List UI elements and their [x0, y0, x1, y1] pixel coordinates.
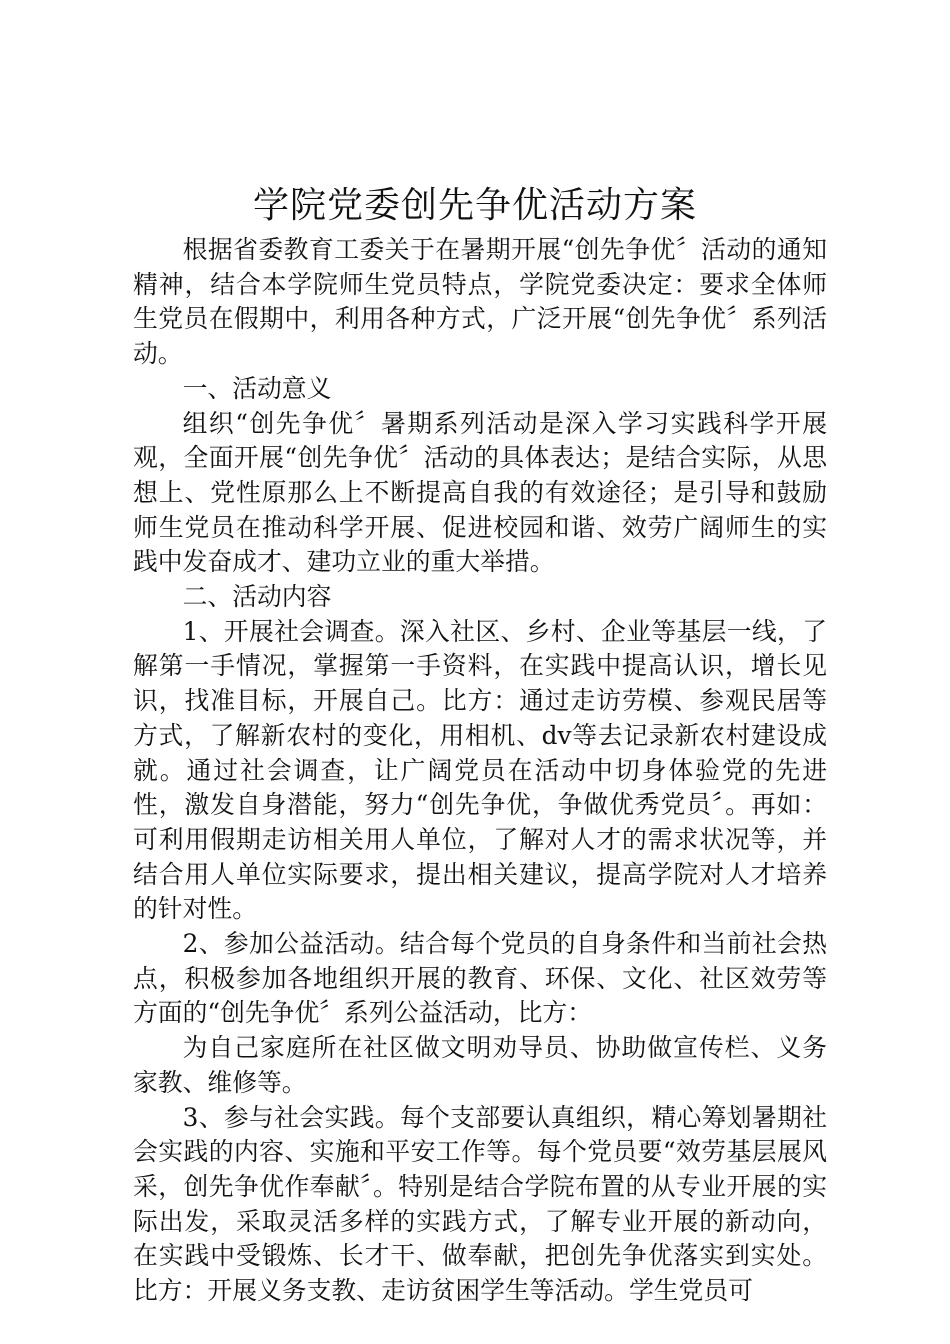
document-body: [133, 233, 827, 1309]
significance-paragraph: 组织“创先争优〞暑期系列活动是深入学习实践科学开展观，全面开展“创先争优〞活动的具体表达；是结合实际，从思想上、党性原那么上不断提高自我的有效途径；是引导和鼓励师生党员在推动科学开展、促进校园和谐、效劳广阔师生的实践中发奋成才、建功立业的重大举措。: [133, 408, 827, 577]
content-item-2-paragraph: 2、参加公益活动。结合每个党员的自身条件和当前社会热点，积极参加各地组织开展的教育、环保、文化、社区效劳等方面的“创先争优〞系列公益活动，比方：: [133, 929, 827, 1028]
section-heading-significance: 一、活动意义: [182, 373, 332, 403]
section-heading-content: 二、活动内容: [182, 582, 332, 612]
intro-paragraph: 根据省委教育工委关于在暑期开展“创先争优〞活动的通知精神，结合本学院师生党员特点，学院党委决定：要求全体师生党员在假期中，利用各种方式，广泛开展“创先争优〞系列活动。: [133, 235, 827, 369]
document-title: 学院党委创先争优活动方案: [252, 185, 697, 226]
content-item-2-example-paragraph: 为自己家庭所在社区做文明劝导员、协助做宣传栏、义务家教、维修等。: [133, 1033, 827, 1097]
content-item-3-paragraph: 3、参与社会实践。每个支部要认真组织，精心筹划暑期社会实践的内容、实施和平安工作等。每个党员要“效劳基层展风采，创先争优作奉献〞。特别是结合学院布置的从专业开展的实际出发，采取灵活多样的实践方式，了解专业开展的新动向，在实践中受锻炼、长才干、做奉献，把创先争优落实到实处。比方：开展义务支教、走访贫困学生等活动。学生党员可: [133, 1102, 827, 1306]
content-item-1-paragraph: 1、开展社会调查。深入社区、乡村、企业等基层一线，了解第一手情况，掌握第一手资料，在实践中提高认识，增长见识，找准目标，开展自己。比方：通过走访劳模、参观民居等方式，了解新农村的变化，用相机、dv等去记录新农村建设成就。通过社会调查，让广阔党员在活动中切身体验党的先进性，激发自身潜能，努力“创先争优，争做优秀党员〞。再如：可利用假期走访相关用人单位，了解对人才的需求状况等，并结合用人单位实际要求，提出相关建议，提高学院对人才培养的针对性。: [133, 616, 827, 924]
